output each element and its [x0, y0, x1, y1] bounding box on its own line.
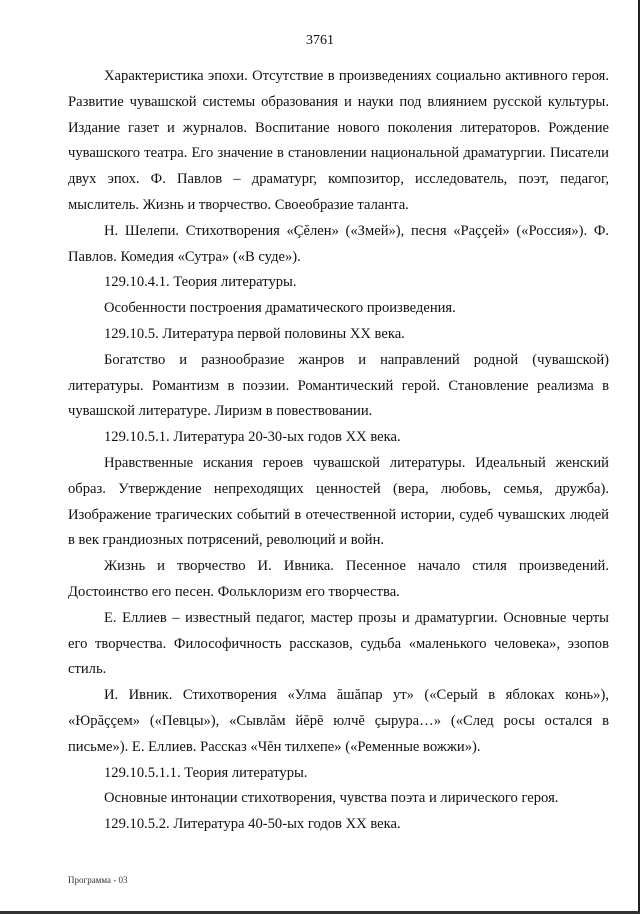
- section-heading-theory-4-1: 129.10.4.1. Теория литературы.: [104, 274, 297, 291]
- paragraph-intonations: Основные интонации стихотворения, чувства поэта и лирического героя.: [104, 790, 559, 807]
- paragraph-genre-diversity: Богатство и разнообразие жанров и направлений родной (чувашской) литературы. Романтизм в поэзии. Романтический герой. Становление реализма в чувашской литературе. Лиризм в повествовании.: [68, 351, 609, 420]
- paragraph-epoch-characteristics: Характеристика эпохи. Отсутствие в произведениях социально активного героя. Развитие чувашской системы образования и науки под влиянием русской культуры. Издание газет и журналов. Воспитание нового поколения литераторов. Рождение чувашского театра. Его значение в становлении национальной драматургии. Писатели двух эпох. Ф. Павлов – драматург, композитор, исследователь, поэт, педагог, мыслитель. Жизнь и творчество. Своеобразие таланта.: [68, 68, 609, 213]
- paragraph-moral-search: Нравственные искания героев чувашской литературы. Идеальный женский образ. Утверждение непреходящих ценностей (вера, любовь, семья, дружба). Изображение трагических событий в отечественной истории, судеб чувашских людей в век грандиозных потрясений, революций и войн.: [68, 454, 609, 549]
- paragraph-ivnik-elliev-works: И. Ивник. Стихотворения «Улма ăшăпар ут» («Серый в яблоках конь»), «Юрăççем» («Певцы»), «Сывлăм йĕрĕ юлчĕ çырура…» («След росы остался в письме»). Е. Еллиев. Рассказ «Чĕн тилхепе» («Ременные вожжи»).: [68, 687, 609, 755]
- paragraph-ivnik-life: Жизнь и творчество И. Ивника. Песенное начало стиля произведений. Достоинство его песен. Фольклоризм его творчества.: [68, 558, 609, 600]
- paragraph-shelepi-pavlov-works: Н. Шелепи. Стихотворения «Çĕлен» («Змей»), песня «Раççей» («Россия»). Ф. Павлов. Комедия «Сутра» («В суде»).: [68, 222, 609, 265]
- paragraph-dramatic-structure: Особенности построения драматического произведения.: [104, 300, 456, 317]
- section-heading-first-half-20c: 129.10.5. Литература первой половины XX века.: [104, 325, 405, 342]
- page-number: 3761: [306, 33, 334, 48]
- document-body: [68, 64, 609, 838]
- section-heading-theory-5-1-1: 129.10.5.1.1. Теория литературы.: [104, 764, 308, 781]
- section-heading-40-50s: 129.10.5.2. Литература 40-50-ых годов XX века.: [104, 816, 401, 833]
- footer-program-label: Программа - 03: [68, 875, 128, 885]
- section-heading-20-30s: 129.10.5.1. Литература 20-30-ых годов XX века.: [104, 429, 401, 446]
- paragraph-elliev: Е. Еллиев – известный педагог, мастер прозы и драматургии. Основные черты его творчества. Философичность рассказов, судьба «маленького человека», эзопов стиль.: [68, 609, 609, 678]
